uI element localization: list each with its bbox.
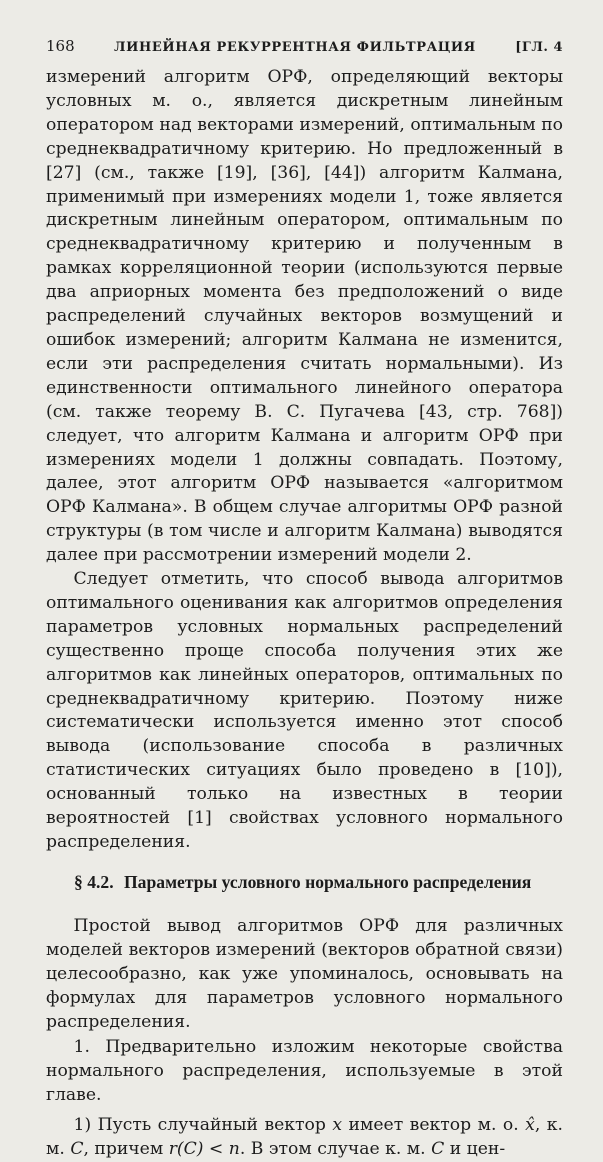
text-run: имеет вектор м. о. xyxy=(348,1115,519,1136)
page-number: 168 xyxy=(46,37,75,55)
body-text-section xyxy=(46,915,563,1162)
text-run: . В этом случае к. м. xyxy=(239,1139,426,1160)
math-var: C xyxy=(431,1139,445,1160)
paragraph: Следует отметить, что способ вывода алгоритмов оптимального оценивания как алгоритмов определения параметров условных нормальных распределений существенно проще способа получения этих же алгоритмов как линейных операторов, оптимальных по среднеквадратичному критерию. Поэтому ниже систематически используется именно этот способ вывода (использование способа в различных статистических ситуациях было проведено в [10]), основанный только на известных в теории вероятностей [1] свойствах условного нормального распределения. xyxy=(46,569,563,852)
running-title: ЛИНЕЙНАЯ РЕКУРРЕНТНАЯ ФИЛЬТРАЦИЯ xyxy=(114,40,476,55)
paragraph-last xyxy=(46,1114,563,1162)
math-var: x̂ xyxy=(525,1115,535,1136)
math-expr: r(C) < n xyxy=(168,1139,240,1160)
math-var: x xyxy=(332,1115,343,1136)
chapter-label: [ГЛ. 4 xyxy=(515,40,563,55)
text-run: и цен- xyxy=(449,1139,506,1160)
paragraph: Простой вывод алгоритмов ОРФ для различных моделей векторов измерений (векторов обратной связи) целесообразно, как уже упоминалось, основывать на формулах для параметров условного нормального распределения. xyxy=(46,915,563,1032)
paragraph-continued: измерений алгоритм ОРФ, определяющий векторы условных м. о., является дискретным линейным оператором над векторами измерений, оптимальным по среднеквадратичному критерию. Но предложенный в [27] (см., также [19], [36], [44]) алгоритм Калмана, применимый при измерениях модели 1, тоже является дискретным линейным оператором, оптимальным по среднеквадратичному критерию и полученным в рамках корреляционной теории (используются первые два априорных момента без предположений о виде распределений случайных векторов возмущений и ошибок измерений; алгоритм Калмана не изменится, если эти распределения считать нормальными). Из единственности оптимального линейного оператора (см. также теорему В. С. Пугачева [43, стр. 768]) следует, что алгоритм Калмана и алгоритм ОРФ при измерениях модели 1 должны совпадать. Поэтому, далее, этот алгоритм ОРФ называется «алгоритмом ОРФ Калмана». В общем случае алгоритмы ОРФ разной структуры (в том числе и алгоритм Калмана) выводятся далее при рассмотрении измерений модели 2. xyxy=(46,67,563,566)
page-header xyxy=(46,36,563,58)
text-run: , к. м. xyxy=(46,1115,564,1160)
text-run: , причем xyxy=(83,1139,164,1160)
paragraph: 1. Предварительно изложим некоторые свойства нормального распределения, используемые в этой главе. xyxy=(46,1037,563,1106)
body-text xyxy=(46,66,563,855)
section-number: § 4.2. xyxy=(74,871,114,892)
section-title: Параметры условного нормального распределения xyxy=(124,871,532,892)
math-var: C xyxy=(70,1139,84,1160)
text-run: 1) Пусть случайный вектор xyxy=(73,1115,326,1136)
section-heading xyxy=(74,871,563,893)
